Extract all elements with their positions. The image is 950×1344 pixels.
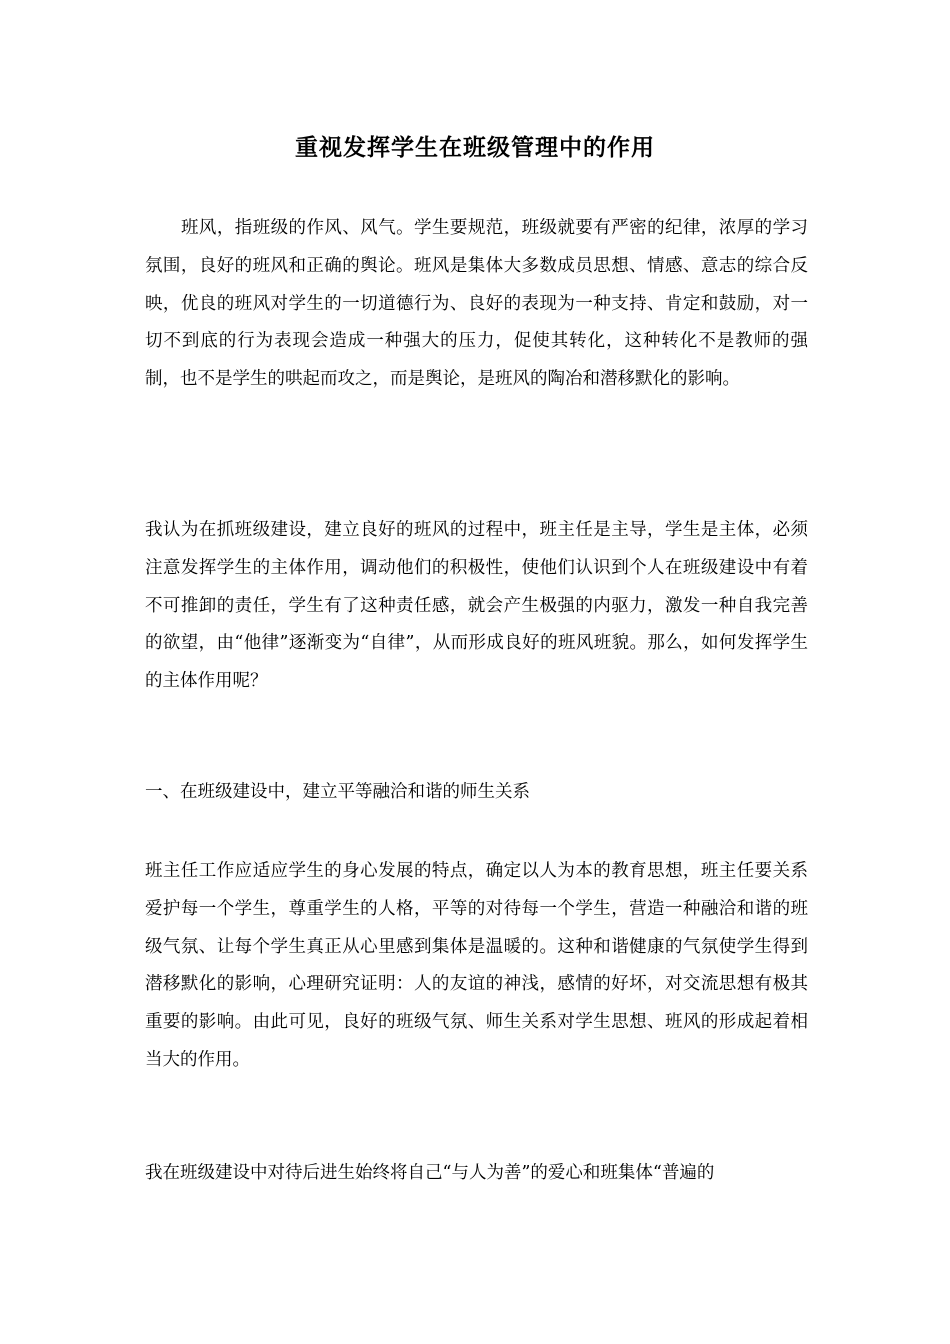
paragraph-underachievers: 我在班级建设中对待后进生始终将自己“与人为善”的爱心和班集体“普遍的	[145, 1163, 715, 1183]
section-heading-1: 一、在班级建设中，建立平等融洽和谐的师生关系	[145, 782, 530, 802]
paragraph-class-style: 班风，指班级的作风、风气。学生要规范，班级就要有严密的纪律，浓厚的学习氛围，良好的班风和正确的舆论。班风是集体大多数成员思想、情感、意志的综合反映，优良的班风对学生的一切道德行为、良好的表现为一种支持、肯定和鼓励，对一切不到底的行为表现会造成一种强大的压力，促使其转化，这种转化不是教师的强制，也不是学生的哄起而攻之，而是舆论，是班风的陶冶和潜移默化的影响。	[145, 218, 808, 390]
paragraph-student-role: 我认为在抓班级建设，建立良好的班风的过程中，班主任是主导，学生是主体，必须注意发挥学生的主体作用，调动他们的积极性，使他们认识到个人在班级建设中有着不可推卸的责任，学生有了这种责任感，就会产生极强的内驱力，激发一种自我完善的欲望，由“他律”逐渐变为“自律”，从而形成良好的班风班貌。那么，如何发挥学生的主体作用呢？	[145, 520, 808, 692]
document-title: 重视发挥学生在班级管理中的作用	[295, 134, 655, 161]
paragraph-teacher-student-relationship: 班主任工作应适应学生的身心发展的特点，确定以人为本的教育思想，班主任要关系爱护每一个学生，尊重学生的人格，平等的对待每一个学生，营造一种融洽和谐的班级气氛、让每个学生真正从心里感到集体是温暖的。这种和谐健康的气氛使学生得到潜移默化的影响，心理研究证明：人的友谊的神浅，感情的好坏，对交流思想有极其重要的影响。由此可见，良好的班级气氛、师生关系对学生思想、班风的形成起着相当大的作用。	[145, 861, 808, 1070]
